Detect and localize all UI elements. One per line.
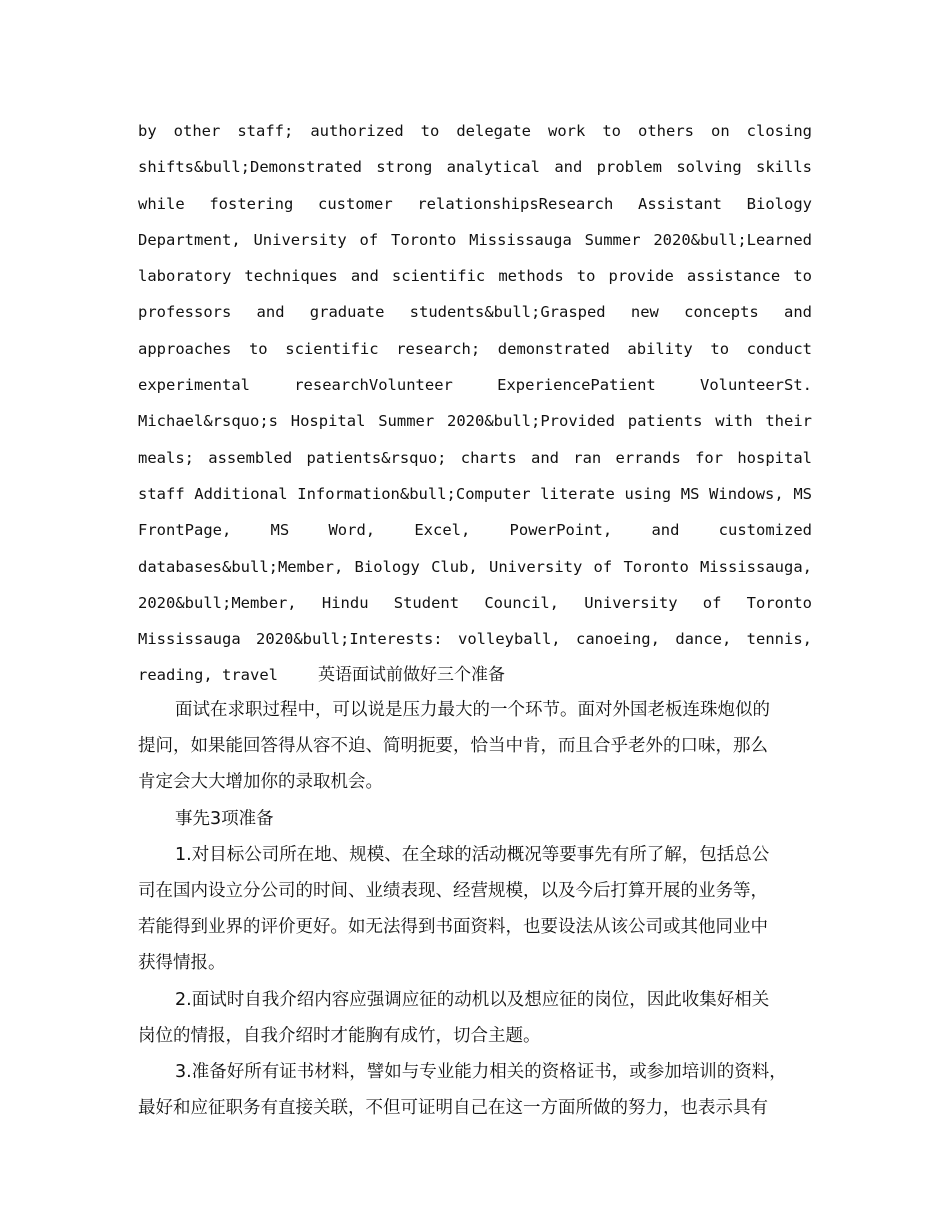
paragraph-line: 3.准备好所有证书材料，譬如与专业能力相关的资格证书，或参加培训的资料，	[175, 1061, 787, 1082]
resume-line: Mississauga 2020&bull;Interests: volleyball, canoeing, dance, tennis,	[138, 630, 812, 649]
resume-line: approaches to scientific research; demonstrated ability to conduct	[138, 339, 812, 358]
article-title: 英语面试前做好三个准备	[317, 665, 505, 686]
paragraph-line: 1.对目标公司所在地、规模、在全球的活动概况等要事先有所了解，包括总公	[175, 844, 770, 865]
resume-text-block	[138, 118, 812, 699]
resume-line: shifts&bull;Demonstrated strong analytical and problem solving skills	[138, 158, 812, 177]
resume-line: meals; assembled patients&rsquo; charts and ran errands for hospital	[138, 448, 812, 467]
resume-last-line	[138, 662, 812, 698]
paragraph-line: 获得情报。	[138, 953, 226, 974]
resume-line: staff Additional Information&bull;Computer literate using MS Windows, MS	[138, 484, 812, 503]
resume-line: FrontPage, MS Word, Excel, PowerPoint, and customized	[138, 521, 812, 540]
resume-line-end: reading, travel	[138, 666, 278, 685]
resume-line: Department, University of Toronto Mississauga Summer 2020&bull;Learned	[138, 230, 812, 249]
resume-line: 2020&bull;Member, Hindu Student Council, University of Toronto	[138, 593, 812, 612]
paragraph-line: 司在国内设立分公司的时间、业绩表现、经营规模，以及今后打算开展的业务等，	[138, 880, 768, 901]
paragraph-line: 若能得到业界的评价更好。如无法得到书面资料，也要设法从该公司或其他同业中	[138, 917, 768, 938]
section-heading: 事先3项准备	[175, 808, 274, 829]
resume-line: Michael&rsquo;s Hospital Summer 2020&bull;Provided patients with their	[138, 412, 812, 431]
resume-line: databases&bull;Member, Biology Club, University of Toronto Mississauga,	[138, 557, 812, 576]
resume-line: professors and graduate students&bull;Grasped new concepts and	[138, 303, 812, 322]
paragraph-line: 最好和应征职务有直接关联，不但可证明自己在这一方面所做的努力，也表示具有	[138, 1098, 768, 1119]
resume-line: by other staff; authorized to delegate work to others on closing	[138, 122, 812, 140]
paragraph-line: 肯定会大大增加你的录取机会。	[138, 772, 383, 793]
paragraph-line: 提问，如果能回答得从容不迫、简明扼要，恰当中肯，而且合乎老外的口味，那么	[138, 736, 768, 757]
paragraph-line: 岗位的情报，自我介绍时才能胸有成竹，切合主题。	[138, 1025, 541, 1046]
paragraph-line: 2.面试时自我介绍内容应强调应征的动机以及想应征的岗位，因此收集好相关	[175, 989, 770, 1010]
resume-line: laboratory techniques and scientific methods to provide assistance to	[138, 267, 812, 286]
resume-line: while fostering customer relationshipsResearch Assistant Biology	[138, 194, 812, 213]
article-body	[138, 697, 816, 1131]
paragraph-line: 面试在求职过程中，可以说是压力最大的一个环节。面对外国老板连珠炮似的	[175, 700, 770, 720]
resume-line: experimental researchVolunteer ExperiencePatient VolunteerSt.	[138, 376, 812, 395]
